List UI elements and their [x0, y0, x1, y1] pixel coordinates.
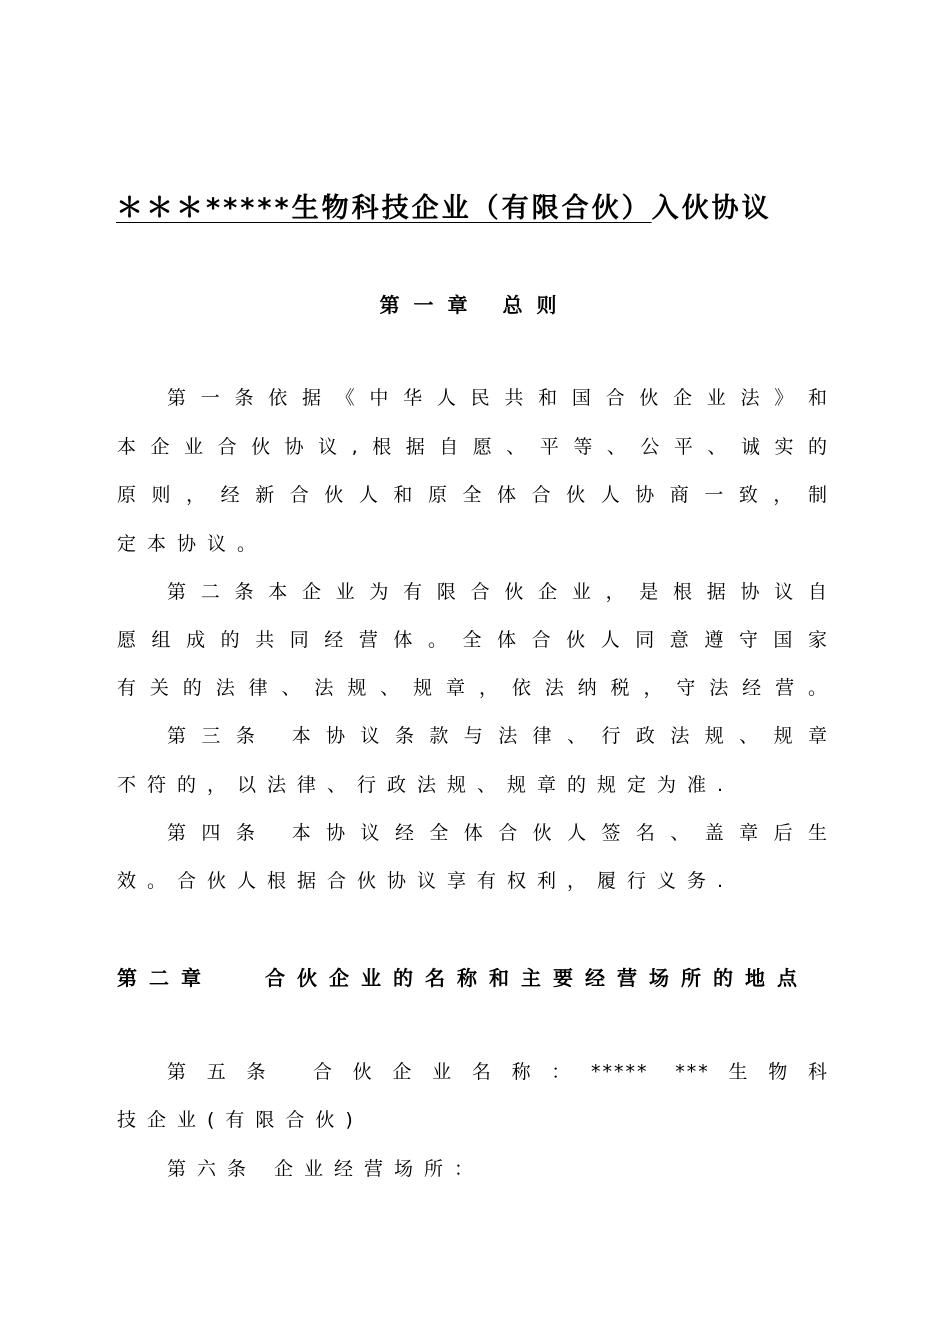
title-rest-part: 入伙协议: [651, 193, 772, 224]
article-2-line-3: 有关的法律、法规、规章，依法纳税，守法经营。: [117, 677, 829, 699]
article-5-line-1: 第五条 合伙企业名称：***** ***生物科: [167, 1061, 829, 1083]
article-3-line-2: 不符的，以法律、行政法规、规章的规定为准.: [117, 774, 735, 796]
article-5-line-2: 技企业(有限合伙): [117, 1109, 364, 1131]
chapter-2-heading: [117, 962, 809, 991]
chapter-2-title: 合伙企业的名称和主要经营场所的地点: [265, 966, 809, 990]
article-1-line-1: 第一条依据《中华人民共和国合伙企业法》和: [167, 387, 829, 409]
article-6-line-1: 第六条 企业经营场所：: [167, 1158, 485, 1180]
chapter-1-heading: 第一章 总则: [379, 293, 571, 317]
article-4-line-2: 效。合伙人根据合伙协议享有权利，履行义务.: [117, 870, 735, 892]
chapter-2-label: 第二章: [117, 966, 213, 990]
article-4-line-1: 第四条 本协议经全体合伙人签名、盖章后生: [167, 822, 829, 844]
article-1-line-2: 本企业合伙协议,根据自愿、平等、公平、诚实的: [117, 436, 829, 458]
document-title: [116, 186, 836, 225]
article-3-line-1: 第三条 本协议条款与法律、行政法规、规章: [167, 725, 829, 747]
article-2-line-1: 第二条本企业为有限合伙企业，是根据协议自: [167, 581, 829, 603]
article-1-line-3: 原则，经新合伙人和原全体合伙人协商一致，制: [117, 484, 829, 506]
article-2-line-2: 愿组成的共同经营体。全体合伙人同意遵守国家: [117, 629, 829, 651]
article-1-line-4: 定本协议。: [117, 533, 268, 555]
title-underlined-part: ＊＊＊*****生物科技企业（有限合伙）: [116, 193, 652, 224]
